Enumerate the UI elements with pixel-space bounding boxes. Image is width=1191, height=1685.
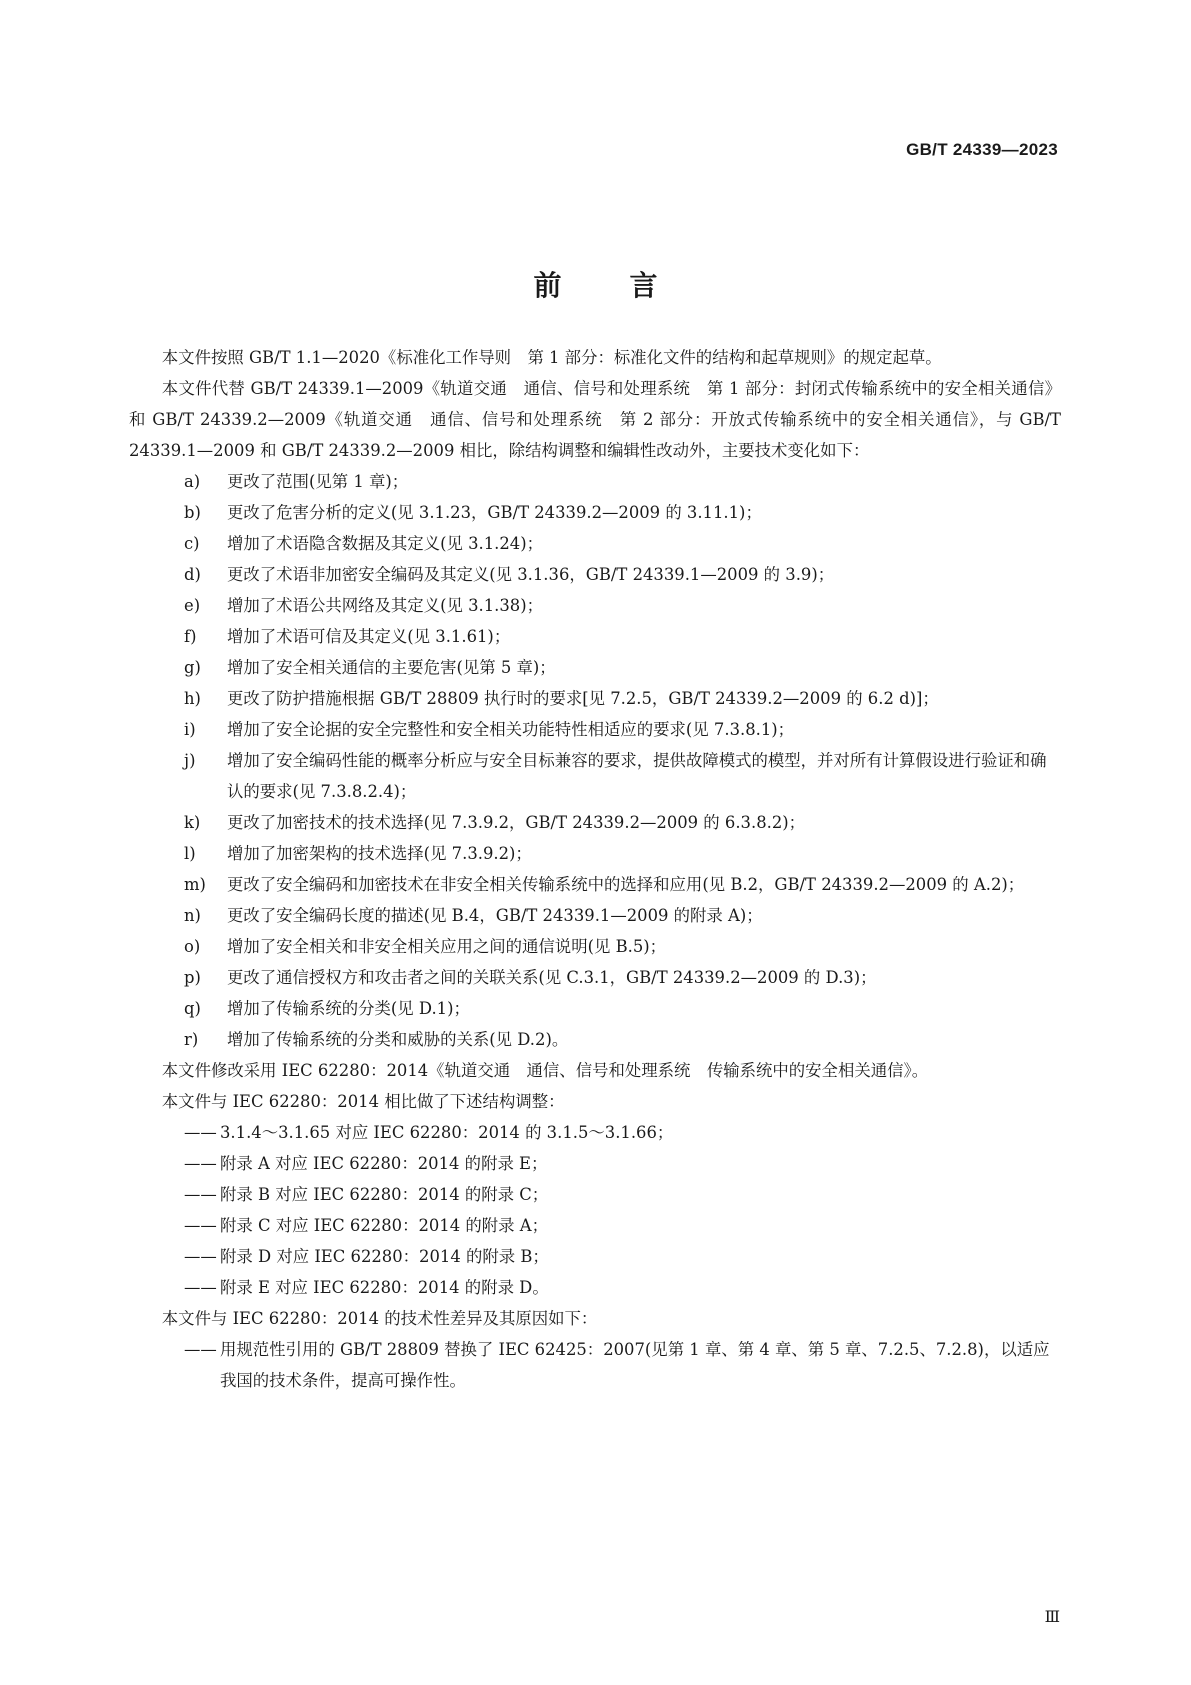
dash-marker: —— <box>184 1185 217 1204</box>
list-item-label: q) <box>184 999 201 1018</box>
list-item <box>129 838 1061 869</box>
list-item <box>129 1241 1061 1272</box>
paragraph-drafting-rules: 本文件按照 GB/T 1.1—2020《标准化工作导则 第 1 部分：标准化文件的结构和起草规则》的规定起草。 <box>161 348 942 367</box>
document-id: GB/T 24339—2023 <box>906 140 1058 159</box>
list-item <box>129 1148 1061 1179</box>
list-item <box>129 931 1061 962</box>
list-item-text: 增加了术语隐含数据及其定义(见 3.1.24)； <box>227 534 543 553</box>
list-item-label: c) <box>184 534 200 553</box>
list-item-label: m) <box>184 875 206 894</box>
list-item-text: 更改了危害分析的定义(见 3.1.23，GB/T 24339.2—2009 的 3.11.1)； <box>227 503 762 522</box>
document-body <box>129 342 1061 1396</box>
paragraph-replacement: 本文件代替 GB/T 24339.1—2009《轨道交通 通信、信号和处理系统 第 1 部分：封闭式传输系统中的安全相关通信》和 GB/T 24339.2—2009《轨道交通 通信、信号和处理系统 第 2 部分：开放式传输系统中的安全相关通信》，与 GB/T 24339.1—2009 和 GB/T 24339.2—2009 相比，除结构调整和编辑性改动外，主要技术变化如下： <box>129 379 1061 460</box>
list-item <box>129 621 1061 652</box>
page-number: Ⅲ <box>1044 1607 1060 1626</box>
list-item-label: a) <box>184 472 201 491</box>
list-item <box>129 590 1061 621</box>
list-item <box>129 683 1061 714</box>
list-item-text: 更改了通信授权方和攻击者之间的关联关系(见 C.3.1，GB/T 24339.2—2009 的 D.3)； <box>227 968 877 987</box>
list-item-text: 增加了安全编码性能的概率分析应与安全目标兼容的要求，提供故障模式的模型，并对所有计算假设进行验证和确认的要求(见 7.3.8.2.4)； <box>227 751 1047 801</box>
list-item-label: e) <box>184 596 201 615</box>
list-item-text: 更改了加密技术的技术选择(见 7.3.9.2，GB/T 24339.2—2009 的 6.3.8.2)； <box>227 813 806 832</box>
list-item <box>129 714 1061 745</box>
list-item <box>129 559 1061 590</box>
list-item <box>129 497 1061 528</box>
list-item <box>129 993 1061 1024</box>
list-item <box>129 1210 1061 1241</box>
list-item-label: p) <box>184 968 201 987</box>
list-item-text: 增加了加密架构的技术选择(见 7.3.9.2)； <box>227 844 532 863</box>
page-title: 前言 <box>533 268 726 302</box>
list-item-label: h) <box>184 689 201 708</box>
list-item <box>129 1024 1061 1055</box>
list-item <box>129 1117 1061 1148</box>
list-item <box>129 745 1061 807</box>
list-item-text: 增加了安全相关通信的主要危害(见第 5 章)； <box>227 658 556 677</box>
list-item-text: 更改了安全编码长度的描述(见 B.4，GB/T 24339.1—2009 的附录 A)； <box>227 906 763 925</box>
list-item-text: 增加了安全论据的安全完整性和安全相关功能特性相适应的要求(见 7.3.8.1)； <box>227 720 795 739</box>
list-item-text: 增加了传输系统的分类(见 D.1)； <box>227 999 470 1018</box>
list-item-label: f) <box>184 627 197 646</box>
dash-marker: —— <box>184 1154 217 1173</box>
dash-marker: —— <box>184 1247 217 1266</box>
dash-marker: —— <box>184 1278 217 1297</box>
dash-marker: —— <box>184 1123 217 1142</box>
list-item-text: 更改了安全编码和加密技术在非安全相关传输系统中的选择和应用(见 B.2，GB/T 24339.2—2009 的 A.2)； <box>227 875 1025 894</box>
changes-list <box>129 466 1061 1055</box>
list-item-text: 用规范性引用的 GB/T 28809 替换了 IEC 62425：2007(见第 1 章、第 4 章、第 5 章、7.2.5、7.2.8)，以适应我国的技术条件，提高可操作性。 <box>220 1340 1050 1390</box>
list-item-text: 附录 A 对应 IEC 62280：2014 的附录 E； <box>220 1154 548 1173</box>
list-item-label: b) <box>184 503 201 522</box>
list-item-text: 增加了术语公共网络及其定义(见 3.1.38)； <box>227 596 543 615</box>
list-item-label: j) <box>184 751 196 770</box>
list-item-label: i) <box>184 720 196 739</box>
list-item-label: d) <box>184 565 201 584</box>
list-item <box>129 900 1061 931</box>
list-item-label: k) <box>184 813 201 832</box>
paragraph-differences-intro: 本文件与 IEC 62280：2014 的技术性差异及其原因如下： <box>161 1309 598 1328</box>
list-item-text: 附录 C 对应 IEC 62280：2014 的附录 A； <box>220 1216 548 1235</box>
list-item <box>129 1179 1061 1210</box>
list-item-label: n) <box>184 906 201 925</box>
list-item-text: 附录 E 对应 IEC 62280：2014 的附录 D。 <box>220 1278 549 1297</box>
list-item <box>129 466 1061 497</box>
list-item-text: 附录 D 对应 IEC 62280：2014 的附录 B； <box>220 1247 549 1266</box>
list-item-label: r) <box>184 1030 199 1049</box>
list-item-label: g) <box>184 658 201 677</box>
list-item-text: 增加了传输系统的分类和威胁的关系(见 D.2)。 <box>227 1030 569 1049</box>
list-item-label: o) <box>184 937 201 956</box>
list-item <box>129 1272 1061 1303</box>
dash-marker: —— <box>184 1340 217 1359</box>
list-item-text: 更改了术语非加密安全编码及其定义(见 3.1.36，GB/T 24339.1—2009 的 3.9)； <box>227 565 835 584</box>
list-item <box>129 528 1061 559</box>
paragraph-adoption: 本文件修改采用 IEC 62280：2014《轨道交通 通信、信号和处理系统 传输系统中的安全相关通信》。 <box>161 1061 929 1080</box>
differences-list <box>129 1334 1061 1396</box>
list-item <box>129 652 1061 683</box>
structure-list <box>129 1117 1061 1303</box>
list-item-text: 3.1.4～3.1.65 对应 IEC 62280：2014 的 3.1.5～3.1.66； <box>220 1123 674 1142</box>
list-item-text: 增加了安全相关和非安全相关应用之间的通信说明(见 B.5)； <box>227 937 667 956</box>
paragraph-structure-intro: 本文件与 IEC 62280：2014 相比做了下述结构调整： <box>161 1092 565 1111</box>
list-item-text: 附录 B 对应 IEC 62280：2014 的附录 C； <box>220 1185 549 1204</box>
list-item-text: 更改了范围(见第 1 章)； <box>227 472 409 491</box>
list-item-text: 更改了防护措施根据 GB/T 28809 执行时的要求[见 7.2.5，GB/T 24339.2—2009 的 6.2 d)]； <box>227 689 939 708</box>
list-item-text: 增加了术语可信及其定义(见 3.1.61)； <box>227 627 511 646</box>
list-item-label: l) <box>184 844 196 863</box>
list-item <box>129 869 1061 900</box>
dash-marker: —— <box>184 1216 217 1235</box>
list-item <box>129 1334 1061 1396</box>
list-item <box>129 962 1061 993</box>
list-item <box>129 807 1061 838</box>
